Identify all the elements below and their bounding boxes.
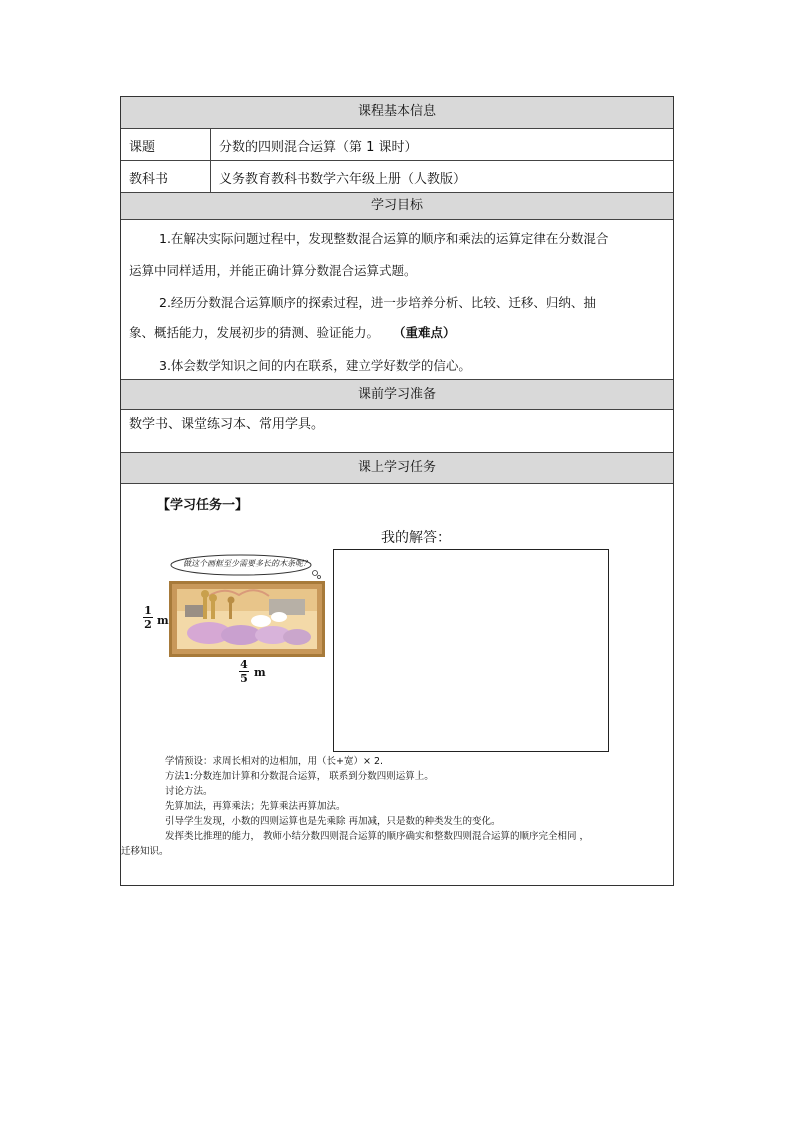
difficulty-tag: （重难点） bbox=[393, 325, 456, 340]
textbook-value: 义务教育教科书数学六年级上册（人教版） bbox=[219, 172, 467, 187]
goal-2-line-1: 2.经历分数混合运算顺序的探索过程，进一步培养分析、比较、迁移、归纳、抽 bbox=[159, 295, 596, 310]
goal-3: 3.体会数学知识之间的内在联系，建立学好数学的信心。 bbox=[159, 358, 471, 373]
note-line: 讨论方法。 bbox=[165, 786, 213, 797]
goals-header bbox=[121, 193, 673, 219]
note-line: 学情预设：求周长相对的边相加，用（长+宽）× 2. bbox=[165, 756, 384, 767]
task-header-text: 课上学习任务 bbox=[357, 460, 436, 475]
width-denominator: 5 bbox=[240, 672, 248, 685]
width-fraction bbox=[239, 659, 249, 684]
answer-label: 我的解答： bbox=[381, 530, 451, 546]
divider bbox=[121, 483, 673, 484]
note-line: 发挥类比推理的能力， 教师小结分数四则混合运算的顺序确实和整数四则混合运算的顺序完全相同 ， bbox=[165, 831, 590, 842]
thought-bubble bbox=[169, 553, 321, 579]
basic-info-header-text: 课程基本信息 bbox=[357, 104, 436, 119]
width-numerator: 4 bbox=[240, 658, 248, 671]
divider bbox=[121, 219, 673, 220]
topic-label: 课题 bbox=[129, 140, 156, 155]
basic-info-header bbox=[121, 97, 673, 128]
lesson-plan-table bbox=[120, 96, 674, 886]
answer-box[interactable] bbox=[333, 549, 609, 752]
prep-header bbox=[121, 380, 673, 409]
textbook-label: 教科书 bbox=[129, 172, 169, 187]
task-title: 【学习任务一】 bbox=[157, 498, 249, 513]
note-line: 先算加法，再算乘法；先算乘法再算加法。 bbox=[165, 801, 346, 812]
width-unit: m bbox=[254, 666, 266, 679]
picture-frame-image bbox=[169, 581, 325, 657]
task-header bbox=[121, 453, 673, 483]
prep-content: 数学书、课堂练习本、常用学具。 bbox=[129, 417, 325, 432]
bubble-text: 做这个画框至少需要多长的木条呢？ bbox=[183, 559, 311, 568]
height-numerator: 1 bbox=[144, 604, 152, 617]
goals-header-text: 学习目标 bbox=[370, 198, 423, 213]
topic-value: 分数的四则混合运算（第 1 课时） bbox=[219, 140, 418, 155]
divider bbox=[121, 160, 673, 161]
goal-1-line-1: 1.在解决实际问题过程中，发现整数混合运算的顺序和乘法的运算定律在分数混合 bbox=[159, 231, 609, 246]
goal-1-line-2: 运算中同样适用，并能正确计算分数混合运算式题。 bbox=[129, 263, 417, 278]
note-line: 方法1:分数连加计算和分数混合运算， 联系到分数四则运算上。 bbox=[165, 771, 434, 782]
height-unit: m bbox=[157, 614, 169, 627]
note-line: 迁移知识。 bbox=[121, 846, 169, 857]
note-line: 引导学生发现，小数的四则运算也是先乘除 再加减，只是数的种类发生的变化。 bbox=[165, 816, 501, 827]
height-denominator: 2 bbox=[144, 618, 152, 631]
height-fraction bbox=[143, 605, 153, 630]
divider bbox=[121, 128, 673, 129]
goal-2-line-2-text: 象、概括能力，发展初步的猜测、验证能力。 bbox=[129, 325, 380, 340]
divider bbox=[121, 409, 673, 410]
prep-header-text: 课前学习准备 bbox=[357, 387, 436, 402]
goal-2-line-2 bbox=[129, 325, 456, 341]
